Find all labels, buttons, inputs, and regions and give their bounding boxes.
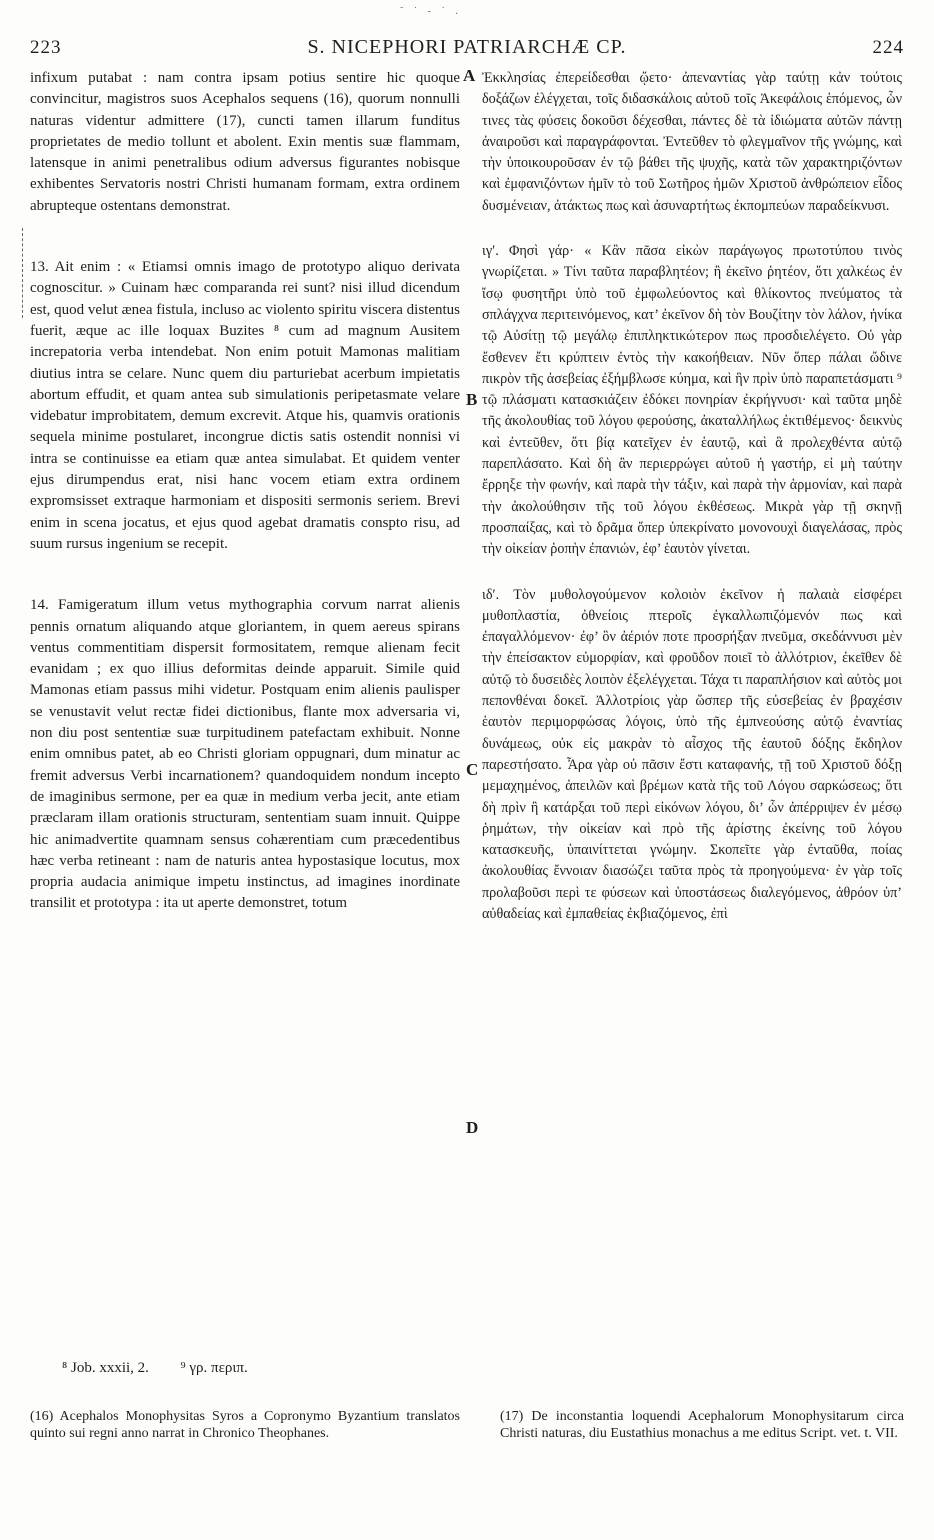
greek-paragraph-1: Ἐκκλησίας ἐπερείδεσθαι ᾤετο· ἀπεναντίας γὰρ ταύτῃ κἀν τούτοις δοξάζων ἐλέγχεται, τοῖς διδασκάλοις αὐτοῦ τοῖς Ἀκεφάλοις ἑπόμενος, ὧν τινες τὰς φύσεις δοκοῦσι δέχεσθαι, πάντες δὲ τὰ ἰδιώματα αὐτῶν πάντῃ ἀναιροῦσι καὶ παραγράφονται. Ἐντεῦθεν τὸ φλεγμαῖνον τῆς γνώμης, καὶ τὴν ὑποικουροῦσαν ἐν τῷ βάθει τῆς ψυχῆς, κατὰ τῶν χαρακτηριζόντων καὶ ἐμφανιζόντων ἡμῖν τὸ τοῦ Σωτῆρος ἡμῶν Χριστοῦ ἀνθρώπειον εἶδος δυσμένειαν, ἀτάκτως πως καὶ ἀσυναρτήτως ἐκπομπεύων παραδείκνυσι. — [482, 70, 902, 214]
left-page-number: 223 — [30, 37, 62, 58]
footnote-8: ⁸ Job. xxxii, 2. — [62, 1360, 149, 1376]
greek-paragraph-13: ιγʹ. Φησὶ γάρ· « Κἂν πᾶσα εἰκὼν παράγωγος πρωτοτύπου τινὸς γνωρίζεται. » Τίνι ταῦτα παραβλητέον; ἢ ἐκεῖνο ῥητέον, ὅτι χαλκέως ἐν ἴσῳ φυσητῆρι ὑπὸ τοῦ ἐμφωλεύοντος καὶ θλίκοντος πνεύματος τὰ σπλάγχνα περιτεινόμενος, κατ’ ἐκεῖνον δὴ τὸν Βουζίτην τὸν λάλον, ἡνίκα τῷ Αὐσίτῃ τῷ μεγάλῳ ἐπιπληκτικώτερον πως προσδιελέγετο. Οὐ γὰρ ἔσθενεν ἔτι κρύπτειν ἐντὸς τὴν κακοήθειαν. Νῦν ὅπερ πάλαι ὤδινε πικρὸν τῆς ἀσεβείας ἐξήμβλωσε κύημα, καὶ ἣν πρὶν ὑπὸ παραπετάσματι ⁹ τῷ πλάσματι κατασκιάζειν ἐδόκει πονηρίαν ἐκρήγνυσι· καὶ ταῦτα μηδὲ τῆς ἀκολουθίας τοῦ λόγου φερούσης, ἀκαταλλήλως ἐκτιθέμενος· δεικνὺς καὶ ἐντεῦθεν, ὅτι βίᾳ κατεῖχεν ἐν ἑαυτῷ, καὶ ἃ προλεχθέντα αὐτῷ παρεπλάσατο. Καὶ δὴ ἂν περιερρώγει αὐτοῦ ἡ γαστήρ, εἰ μὴ ταύτην ἔρρηξε τὴν φωνήν, καὶ παρὰ τὴν τάξιν, καὶ παρὰ τὴν ἁρμονίαν, καὶ παρὰ τὴν ἀκολούθησιν τῆς τοῦ λόγου ἐκθέσεως. Μικρὰ γὰρ τῇ σκηνῇ προσπαίξας, καὶ τὸ δρᾶμα ὅπερ ὑπεκρίνατο μονονουχὶ διαγελάσας, πρὸς τὴν οἰκείαν ῥοπὴν ἐπανιών, ἐφ’ ἑαυτὸν γίνεται. — [482, 243, 902, 558]
right-page-number: 224 — [872, 37, 904, 58]
latin-paragraph-14: 14. Famigeratum illum vetus mythographia corvum narrat alienis pennis ornatum aliquando atque gloriantem, in quem aereus spirans ventus commentitiam dispersit formositatem, remque alienam fecit evanidam ; ex quo illius deformitas deinde apparuit. Simile quid Mamonas etiam passus mihi videtur. Postquam enim alienis paulisper se venustavit velut rectæ fidei dictionibus, flante mox adversaria vi, non diu post sententiæ suæ turpitudinem patefactam exhibuit. Nonne enim omnibus patet, ab eo Christi gloriam oppugnari, dum minatur ac fremit adversus Verbi incarnationem? quandoquidem nondum incepto de imaginibus sermone, per ea quæ in medium verba jecit, ante etiam præclaram illam orationis structuram, sententiam suam innuit. Quippe hic animadvertite quamnam sensus cohærentiam cum præcedentibus hæc verba retineant : nam de naturis antea hypostasique locutus, mox propria audacia animique impetu instinctus, ad imagines inordinate transilit et prototypa : ita ut aperte demonstret, totum — [30, 597, 460, 912]
margin-letter-b: B — [466, 390, 478, 409]
latin-paragraph-13: 13. Ait enim : « Etiamsi omnis imago de prototypo aliquo derivata cognoscitur. » Cuinam hæc comparanda rei sunt? nisi illud dicendum est, quod velut ænea fistula, incluso ac violento spiritu viscera distentus fuerit, æque ac ille loquax Buzites ⁸ cum ad magnum Ausitem increpatoria verba intendebat. Non enim potuit Mamonas malitiam diutius intra se celare. Nunc quem diu parturiebat acerbum impietatis abortum effudit, et quam antea sub simulationis peripetasmate velare videbatur improbitatem, demum excrevit. Atque his, quamvis orationis sequela minime postularet, incongrue dictis satis ostendit nonnisi vi intra se continuisse ea etiam quæ antea simulabat. Et quidem venter ejus dirumpendus erat, nisi hanc vocem etiam extra ordinem expromsisset extraque harmoniam et dispositi sermonis seriem. Brevi enim in scena jocatus, et ejus quod agebat dramatis conspto risu, ad suum rursus ingenium se recepit. — [30, 259, 460, 552]
greek-paragraph-14: ιδʹ. Τὸν μυθολογούμενον κολοιὸν ἐκεῖνον ἡ παλαιὰ εἰσφέρει μυθοπλαστία, ὀθνείοις πτεροῖς ἐγκαλλωπιζόμενόν πως καὶ ἐπαγαλλόμενον· ἐφ’ ὃν ἀέριόν ποτε προσρήξαν πνεῦμα, σκεδάννυσι μὲν τὴν ἐπείσακτον εὐμορφίαν, καὶ φροῦδον ποιεῖ τὸ ἀλλότριον, ἐκεῖθεν δὲ αὐτῷ τὸ δυσειδὲς λοιπὸν ἐξελέγχεται. Τάχα τι παραπλήσιον καὶ αὐτὸς μοι πεπονθέναι δοκεῖ. Ἀλλοτρίοις γὰρ ὥσπερ τῆς εὐσεβείας ἐν βραχέσιν ἑαυτὸν περιμορφώσας λόγοις, ὑπὸ τῆς ἐμπνεούσης αὐτῷ ἐναντίας δυνάμεως, οὐκ εἰς μακρὰν τὸ αἶσχος τῆς ἑαυτοῦ δόξης ἔκδηλον παρεστήσατο. Ἆρα γὰρ οὐ πᾶσιν ἔστι καταφανής, τῇ τοῦ Χριστοῦ δόξῃ μεμαχημένος, ἀπειλῶν καὶ βρέμων κατὰ τῆς τοῦ Λόγου σαρκώσεως; ὅτι δὴ πρὶν ἢ κατάρξαι τοῦ περὶ εἰκόνων λόγου, δι’ ὧν ἀπέρριψεν ἐν μέσῳ ῥημάτων, τὴν οἰκείαν καὶ πρὸ τῆς ἀρίστης ἐκείνης τοῦ λόγου κατασκευῆς, ὑπαινίττεται γνώμην. Σκοπεῖτε γὰρ ἐνταῦθα, ποίας ἀκολουθίας ἔννοιαν διασώζει ταῦτα πρὸς τὰ προηγούμενα· ἐν γὰρ τοῖς προλαβοῦσι περὶ τε φύσεων καὶ ὑποστάσεως διαλεγόμενος, ἀθρόον ὑπ’ αὐθαδείας καὶ ἐμπαθείας ἐκβιαζόμενος, ἐπὶ — [482, 586, 902, 922]
note-17-text: (17) De inconstantia loquendi Acephalorum Monophysitarum circa Christi naturas, diu Eustathius monachus a me editus Script. vet. t. VII. — [500, 1409, 904, 1441]
note-16 — [30, 1408, 460, 1442]
margin-marker-rule — [22, 228, 24, 318]
note-16-text: (16) Acephalos Monophysitas Syros a Copronymo Byzantium translatos quinto sui regni anno narrat in Chronico Theophanes. — [30, 1409, 460, 1441]
page-header — [30, 36, 904, 64]
margin-letter-c: C — [466, 760, 479, 779]
top-print-mark: ˜ ˙ - ˙ . — [400, 6, 462, 17]
margin-letter-d: D — [466, 1118, 479, 1137]
greek-column — [482, 68, 902, 925]
margin-letter-a: A — [463, 66, 476, 85]
latin-column — [30, 68, 460, 915]
latin-paragraph-1: infixum putabat : nam contra ipsam potius sentire hic quoque convincitur, magistros suos Acephalos sequens (16), quorum nonnulli naturas videntur admittere (17), cuncti tamen illarum funditus proprietates de medio tollunt et abolent. Exin mentis suæ flammam, latensque in animi penetralibus odium adversus figurantes nobisque exhibentes Servatoris nostri Christi humanam formam, extra ordinem abrupteque ostentans demonstrat. — [30, 70, 460, 214]
bible-footnotes — [62, 1360, 248, 1377]
footnote-9: ⁹ γρ. περιπ. — [180, 1360, 248, 1376]
note-17 — [500, 1408, 904, 1442]
running-title: S. NICEPHORI PATRIARCHÆ CP. — [307, 36, 627, 58]
